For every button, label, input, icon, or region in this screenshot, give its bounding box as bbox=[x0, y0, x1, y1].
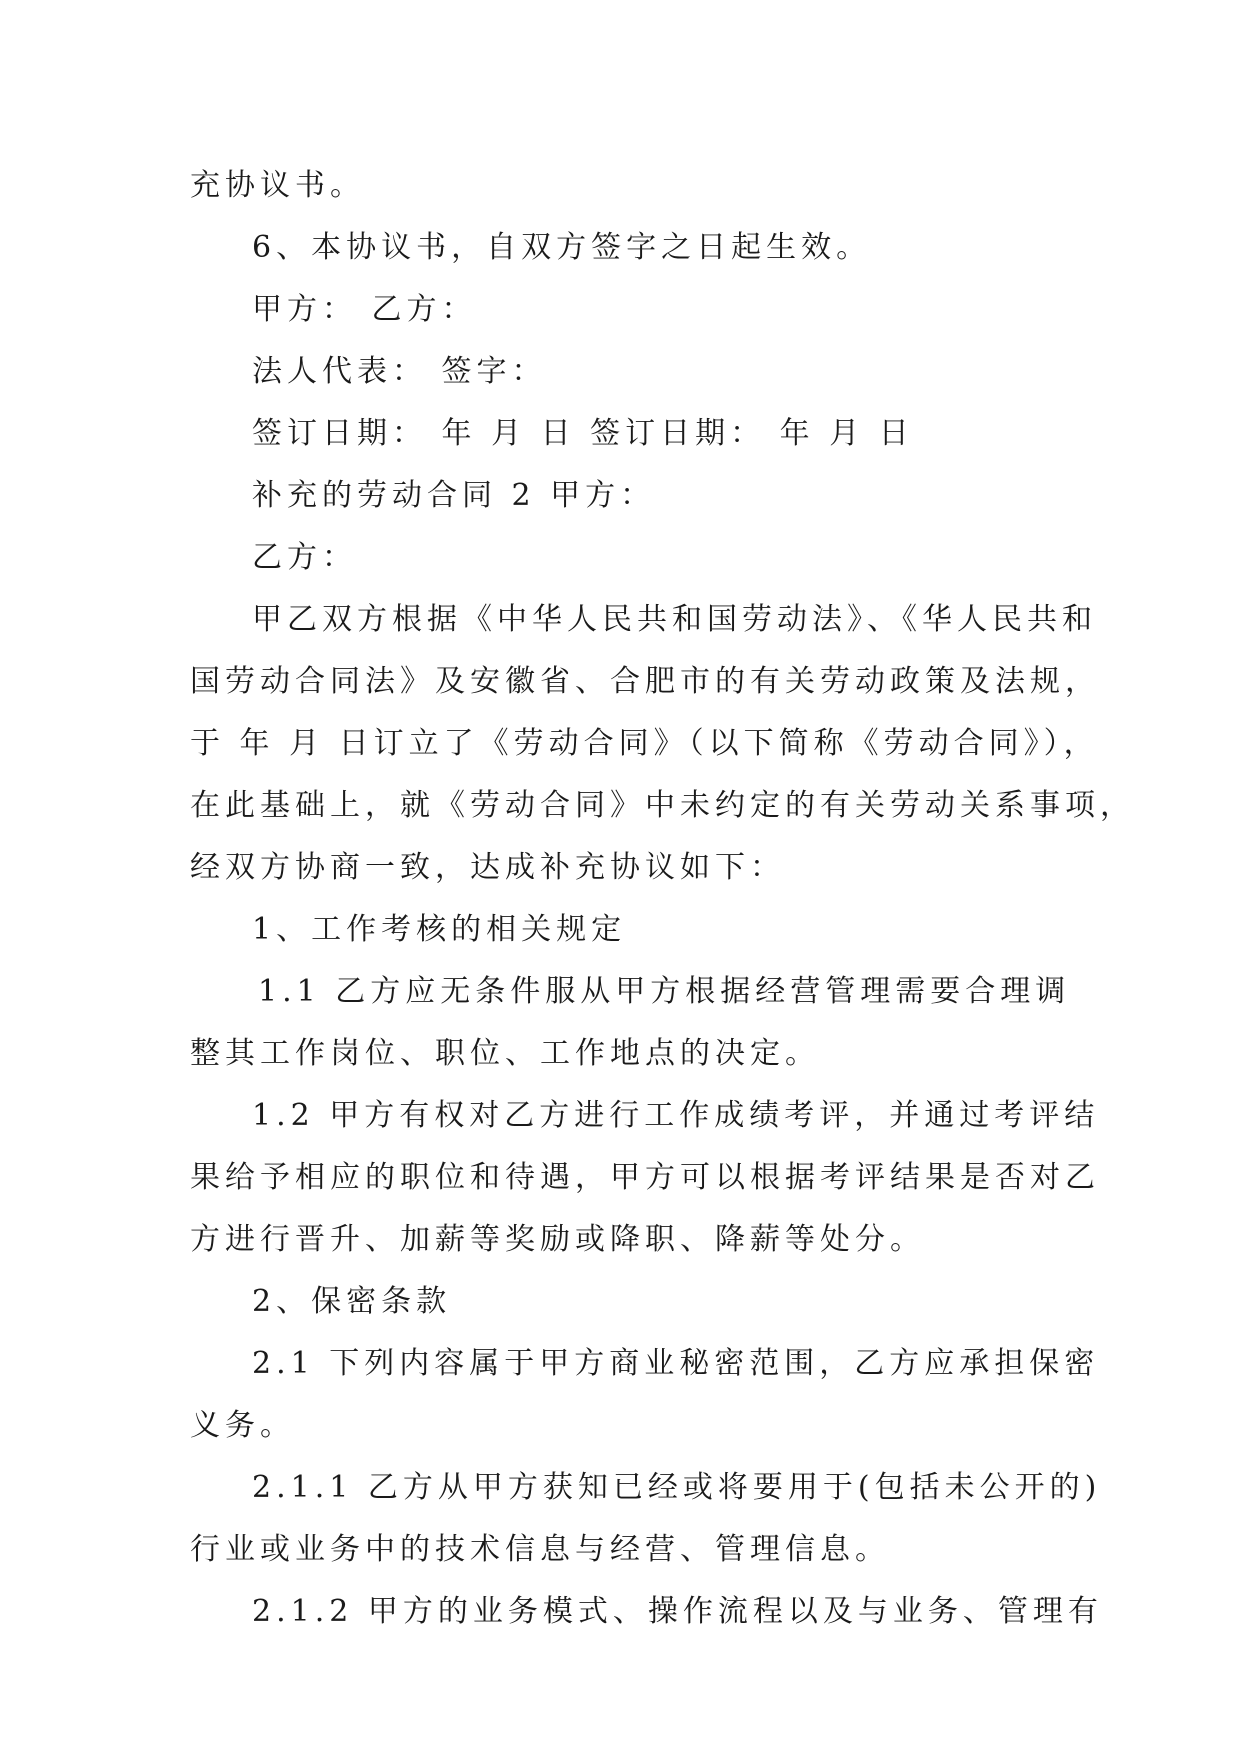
text-line: 行业或业务中的技术信息与经营、管理信息。 bbox=[190, 1532, 890, 1567]
signature-representative-line: 法人代表： 签字： bbox=[252, 354, 547, 389]
text-line: 经双方协商一致，达成补充协议如下： bbox=[190, 850, 785, 885]
text-line: 在此基础上，就《劳动合同》中未约定的有关劳动关系事项， bbox=[190, 788, 1135, 823]
text-line: 义务。 bbox=[190, 1408, 295, 1443]
text-line: 乙方： bbox=[252, 540, 357, 575]
text-line: 方进行晋升、加薪等奖励或降职、降薪等处分。 bbox=[190, 1222, 925, 1257]
section-heading: 补充的劳动合同 2 甲方： bbox=[252, 478, 656, 513]
text-line: 甲乙双方根据《中华人民共和国劳动法》、《华人民共和 bbox=[252, 602, 1097, 637]
text-line: 2.1.1 乙方从甲方获知已经或将要用于(包括未公开的) bbox=[252, 1470, 1102, 1505]
signature-parties-line: 甲方： 乙方： bbox=[252, 292, 477, 327]
signature-date-line: 签订日期： 年 月 日 签订日期： 年 月 日 bbox=[252, 416, 914, 451]
clause-heading: 1、工作考核的相关规定 bbox=[252, 912, 627, 947]
text-line: 1.1 乙方应无条件服从甲方根据经营管理需要合理调 bbox=[258, 974, 1071, 1009]
clause-heading: 2、保密条款 bbox=[252, 1284, 452, 1319]
text-line: 6、本协议书，自双方签字之日起生效。 bbox=[252, 230, 872, 265]
text-line: 充协议书。 bbox=[190, 168, 365, 203]
text-line: 于 年 月 日订立了《劳动合同》（以下简称《劳动合同》）， bbox=[190, 726, 1099, 761]
text-line: 果给予相应的职位和待遇，甲方可以根据考评结果是否对乙 bbox=[190, 1160, 1100, 1195]
text-line: 2.1.2 甲方的业务模式、操作流程以及与业务、管理有 bbox=[252, 1594, 1103, 1629]
text-line: 1.2 甲方有权对乙方进行工作成绩考评，并通过考评结 bbox=[252, 1098, 1100, 1133]
text-line: 整其工作岗位、职位、工作地点的决定。 bbox=[190, 1036, 820, 1071]
text-line: 2.1 下列内容属于甲方商业秘密范围，乙方应承担保密 bbox=[252, 1346, 1100, 1381]
document-body bbox=[190, 155, 1135, 1643]
text-line: 国劳动合同法》及安徽省、合肥市的有关劳动政策及法规， bbox=[190, 664, 1100, 699]
